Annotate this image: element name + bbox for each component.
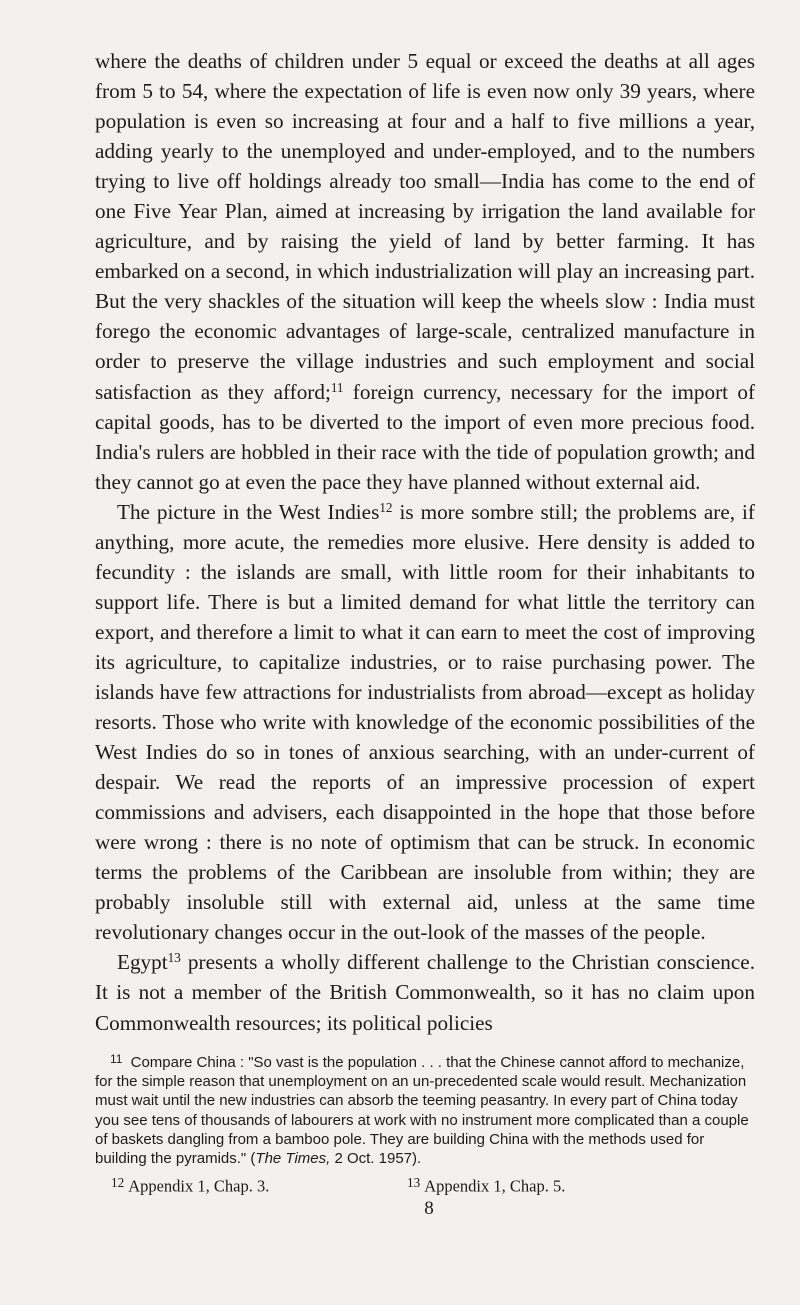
paragraph-west-indies — [95, 497, 755, 948]
footnote-13 — [407, 1172, 703, 1197]
document-page — [95, 46, 755, 1220]
page-number: 8 — [424, 1198, 434, 1220]
footnote-row — [95, 1172, 755, 1197]
paragraph-text: foreign currency, necessary for the import of capital goods, has to be diverted to the import of even more precious food. India's rulers are hobbled in their race with the tide of population growth; and they cannot go at even the pace they have planned without external aid. — [95, 379, 755, 494]
footnote-11 — [95, 1050, 755, 1169]
footnote-text: Compare China : "So vast is the population . . . that the Chinese cannot afford to mechanize, for the simple reason that unemployment on an un-precedented scale would result. Mechanization must wait until the new industries can absorb the teeming peasantry. In every part of China today you see tens of thousands of labourers at work with no instrument more complicated than a couple of baskets dangling from a bamboo pole. They are building China with the methods used for building the pyramids." ( — [95, 1053, 749, 1168]
paragraph-text: where the deaths of children under 5 equal or exceed the deaths at all ages from 5 to 54, where the expectation of life is even now only 39 years, where population is even so increasing at four and a half to five millions a year, adding yearly to the unemployed and under-employed, and to the numbers trying to live off holdings already too small—India has come to the end of one Five Year Plan, aimed at increasing by irrigation the land available for agriculture, and by raising the yield of land by better farming. It has embarked on a second, in which industrialization will play an increasing part. But the very shackles of the situation will keep the wheels slow : India must forego the economic advantages of large-scale, centralized manufacture in order to preserve the village industries and such employment and social satisfaction as they afford; — [95, 49, 755, 404]
paragraph-text: The picture in the West Indies — [117, 499, 380, 524]
paragraph-india — [95, 46, 755, 497]
footnote-ref-13[interactable]: 13 — [167, 950, 181, 966]
footnote-number: 11 — [110, 1051, 123, 1066]
paragraph-egypt — [95, 947, 755, 1037]
paragraph-text: is more sombre still; the problems are, if anything, more acute, the remedies more elusive. Here density is added to fecundity : the islands are small, with little room for their inhabitants to support life. There is but a limited demand for what little the territory can export, and therefore a limit to what it can earn to meet the cost of improving its agriculture, to capitalize industries, or to raise purchasing power. The islands have few attractions for industrialists from abroad—except as holiday resorts. Those who write with knowledge of the economic possibilities of the West Indies do so in tones of anxious searching, with an under-current of despair. We read the reports of an impressive procession of expert commissions and advisers, each disappointed in the hope that those before were wrong : there is no note of optimism that can be struck. In economic terms the problems of the Caribbean are insoluble from within; they are probably insoluble still with external aid, unless at the same time revolutionary changes occur in the out-look of the masses of the people. — [95, 499, 755, 945]
footnote-ref-12[interactable]: 12 — [379, 499, 393, 515]
footnotes — [95, 1050, 755, 1197]
footnote-number: 13 — [407, 1174, 421, 1190]
footnote-source: The Times, — [255, 1150, 331, 1168]
paragraph-text: Egypt — [117, 950, 168, 975]
footnote-12 — [111, 1172, 407, 1197]
footnote-ref-11[interactable]: 11 — [330, 379, 344, 395]
footnote-text: Appendix 1, Chap. 3. — [128, 1176, 270, 1196]
body-text — [95, 46, 755, 1038]
footnote-number: 12 — [111, 1174, 125, 1190]
paragraph-text: presents a wholly different challenge to the Christian conscience. It is not a member of the British Commonwealth, so it has no claim upon Commonwealth resources; its political policies — [95, 950, 755, 1035]
footnote-date: 2 Oct. 1957). — [330, 1150, 422, 1168]
footnote-text: Appendix 1, Chap. 5. — [424, 1176, 566, 1196]
